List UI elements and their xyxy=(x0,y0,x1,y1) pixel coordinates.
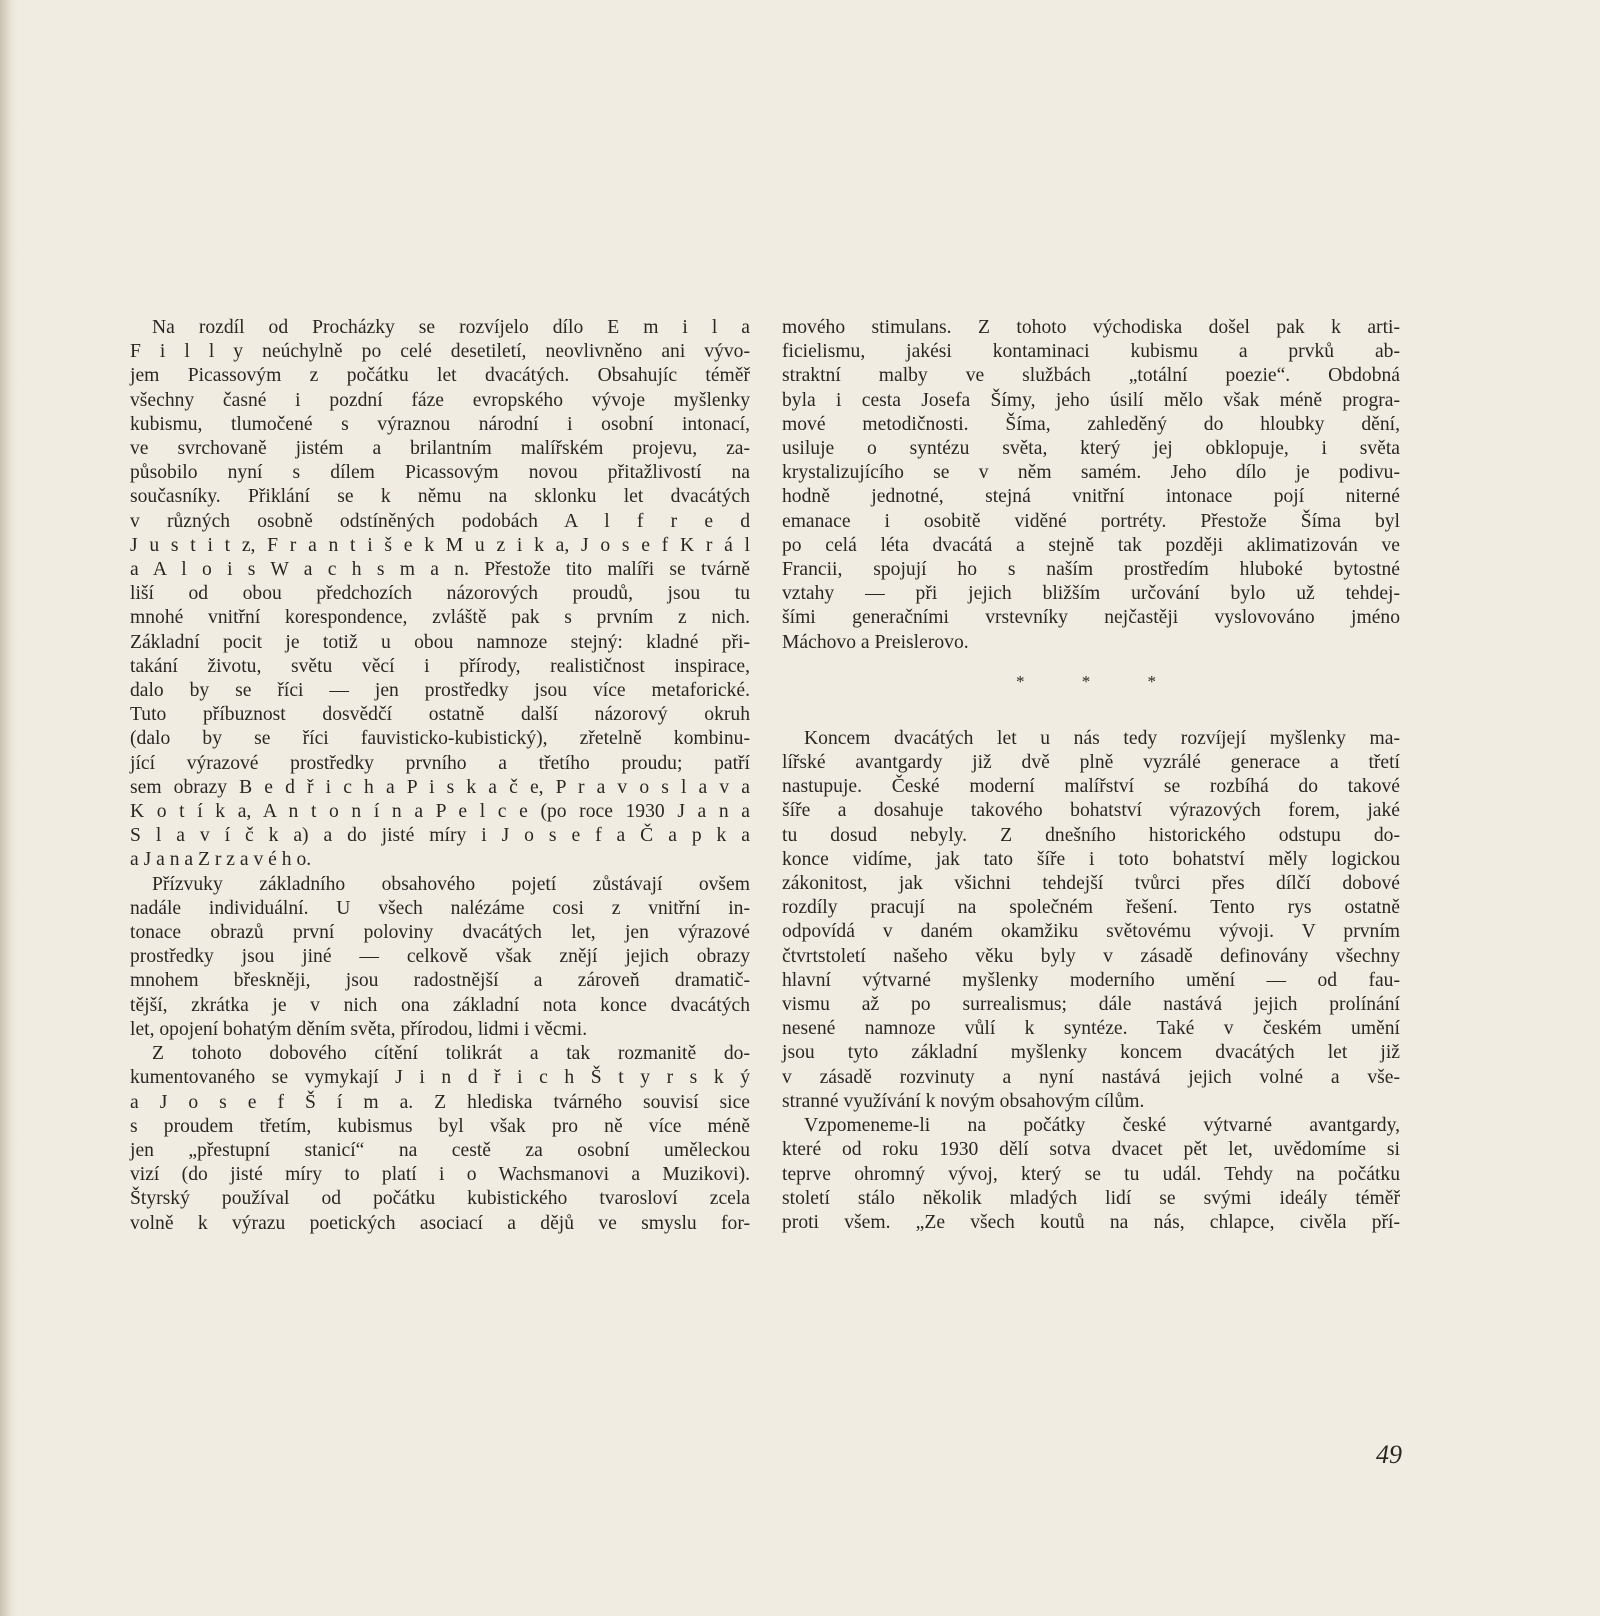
right-text-column xyxy=(782,316,1400,1235)
text-line: šíře a dosahuje takového bohatství výrazových forem, jaké xyxy=(782,800,1400,822)
text-line: dalo by se říci — jen prostředky jsou více metaforické. xyxy=(130,680,750,702)
left-text-column xyxy=(130,316,750,1236)
text-line: Francii, spojují ho s naším prostředím hluboké bytostné xyxy=(782,559,1400,581)
text-line: Přízvuky základního obsahového pojetí zůstávají ovšem xyxy=(152,873,750,895)
text-line: kubismu, tlumočené s výraznou národní i osobní intonací, xyxy=(130,413,750,435)
text-line: mového stimulans. Z tohoto východiska došel pak k arti- xyxy=(782,317,1400,338)
text-line: krystalizujícího se v něm samém. Jeho dílo je podivu- xyxy=(782,462,1400,484)
text-line: F i l l y neúchylně po celé desetiletí, neovlivněno ani vývo- xyxy=(130,341,750,363)
text-line: a A l o i s W a c h s m a n. Přestože tito malíři se tvárně xyxy=(130,559,750,581)
text-line: a J a n a Z r z a v é h o. xyxy=(130,849,312,871)
text-line: straktní malby ve službách „totální poezie“. Obdobná xyxy=(782,365,1400,387)
separator-star: * xyxy=(1081,672,1091,691)
text-line: zákonitost, jak všichni tehdejší tvůrci přes dílčí dobové xyxy=(782,873,1400,895)
page-number: 49 xyxy=(1376,1440,1402,1469)
text-line: působilo nyní s dílem Picassovým novou přitažlivostí na xyxy=(130,462,750,484)
section-separator xyxy=(1016,672,1156,692)
text-line: emanace i osobitě viděné portréty. Přestože Šíma byl xyxy=(782,510,1400,532)
text-line: všechny časné i pozdní fáze evropského vývoje myšlenky xyxy=(130,389,750,411)
text-line: nadále individuální. U všech nalézáme cosi z vnitřní in- xyxy=(130,897,750,919)
text-line: kumentovaného se vymykají J i n d ř i c h Š t y r s k ý xyxy=(130,1067,750,1089)
text-line: sem obrazy B e d ř i c h a P i s k a č e, P r a v o s l a v a xyxy=(130,776,750,798)
right-column-top-text xyxy=(782,316,1400,655)
text-line: v zásadě rozvinuty a nyní nastává jejich volné a vše- xyxy=(782,1066,1400,1088)
text-line: jen „přestupní stanicí“ na cestě za osobní uměleckou xyxy=(130,1139,750,1161)
text-line: s proudem třetím, kubismus byl však pro ně více méně xyxy=(130,1115,750,1137)
text-line: nastupuje. České moderní malířství se rozbíhá do takové xyxy=(782,776,1400,798)
text-line: liší od obou předchozích názorových proudů, jsou tu xyxy=(130,583,750,605)
text-line: současníky. Přiklání se k němu na sklonku let dvacátých xyxy=(130,486,750,508)
text-line: hodně jednotné, stejná vnitřní intonace pojí niterné xyxy=(782,486,1400,508)
text-line: S l a v í č k a) a do jisté míry i J o s e f a Č a p k a xyxy=(130,825,750,847)
text-line: Máchovo a Preislerovo. xyxy=(782,631,969,653)
text-line: ficielismu, jakési kontaminaci kubismu a prvků ab- xyxy=(782,341,1400,363)
text-line: K o t í k a, A n t o n í n a P e l c e (po roce 1930 J a n a xyxy=(130,801,750,823)
text-line: konce vidíme, jak tato šíře i toto bohatství měly logickou xyxy=(782,848,1400,870)
text-line: odpovídá v daném okamžiku světovému vývoji. V prvním xyxy=(782,921,1400,943)
text-line: usiluje o syntézu světa, který jej obklopuje, i světa xyxy=(782,438,1400,460)
text-line: hlavní výtvarné myšlenky moderního umění — od fau- xyxy=(782,969,1400,991)
text-line: Základní pocit je totiž u obou namnoze stejný: kladné při- xyxy=(130,631,750,653)
text-line: let, opojení bohatým děním světa, přírodou, lidmi i věcmi. xyxy=(130,1018,588,1040)
text-line: jsou tyto základní myšlenky koncem dvacátých let již xyxy=(782,1042,1400,1064)
text-line: takání životu, světu věcí i přírody, realističnost inspirace, xyxy=(130,655,750,677)
text-line: mnohem břeskněji, jsou radostnější a zároveň dramatič- xyxy=(130,970,750,992)
text-line: proti všem. „Ze všech koutů na nás, chlapce, civěla pří- xyxy=(782,1211,1400,1233)
text-line: v různých osobně odstíněných podobách A l f r e d xyxy=(130,510,750,532)
text-line: (dalo by se říci fauvisticko-kubistický), zřetelně kombinu- xyxy=(130,728,750,750)
text-line: vztahy — při jejich bližším určování bylo už tehdej- xyxy=(782,583,1400,605)
text-line: tější, zkrátka je v nich ona základní nota konce dvacátých xyxy=(130,994,750,1016)
text-line: tu dosud nebyly. Z dnešního historického odstupu do- xyxy=(782,824,1400,846)
text-line: vismu až po surrealismus; dále nastává jejich prolínání xyxy=(782,994,1400,1016)
text-line: Vzpomeneme-li na počátky české výtvarné avantgardy, xyxy=(804,1115,1400,1137)
text-line: lířské avantgardy již dvě plně vyzrálé generace a třetí xyxy=(782,752,1400,774)
separator-star: * xyxy=(1147,672,1156,691)
text-line: Štyrský používal od počátku kubistického tvarosloví zcela xyxy=(130,1188,750,1210)
text-line: čtvrtstoletí našeho věku byly v zásadě definovány všechny xyxy=(782,945,1400,967)
text-line: ve svrchovaně jistém a brilantním malířském projevu, za- xyxy=(130,438,750,460)
text-line: rozdíly pracují na společném řešení. Tento rys ostatně xyxy=(782,897,1400,919)
text-line: byla i cesta Josefa Šímy, jeho úsilí mělo však méně progra- xyxy=(782,389,1400,411)
text-line: století stálo několik mladých lidí se svými ideály téměř xyxy=(782,1187,1400,1209)
text-line: Koncem dvacátých let u nás tedy rozvíjejí myšlenky ma- xyxy=(804,727,1400,749)
text-line: Z tohoto dobového cítění tolikrát a tak rozmanitě do- xyxy=(152,1043,750,1065)
text-line: jem Picassovým z počátku let dvacátých. Obsahujíc téměř xyxy=(130,365,750,387)
text-line: jící výrazové prostředky prvního a třetího proudu; patří xyxy=(130,752,750,774)
text-line: teprve ohromný vývoj, který se tu udál. Tehdy na počátku xyxy=(782,1163,1400,1185)
text-line: které od roku 1930 dělí sotva dvacet pět let, uvědomíme si xyxy=(782,1139,1400,1161)
text-line: vizí (do jisté míry to platí i o Wachsmanovi a Muzikovi). xyxy=(130,1164,750,1186)
text-line: Na rozdíl od Procházky se rozvíjelo dílo E m i l a xyxy=(152,317,750,338)
text-line: a J o s e f Š í m a. Z hlediska tvárného souvisí sice xyxy=(130,1091,750,1113)
page-gutter-shadow xyxy=(0,0,18,1616)
text-line: tonace obrazů první poloviny dvacátých let, jen výrazové xyxy=(130,922,750,944)
text-line: J u s t i t z, F r a n t i š e k M u z i k a, J o s e f K r á l xyxy=(130,534,750,556)
text-line: volně k výrazu poetických asociací a dějů ve smyslu for- xyxy=(130,1212,750,1234)
text-line: mové metodičnosti. Šíma, zahleděný do hloubky dění, xyxy=(782,413,1400,435)
text-line: stranné využívání k novým obsahovým cílům. xyxy=(782,1090,1145,1112)
separator-star: * xyxy=(1016,672,1025,691)
right-column-bottom-text xyxy=(782,727,1400,1235)
text-line: Tuto příbuznost dosvědčí ostatně další názorový okruh xyxy=(130,704,750,726)
text-line: mnohé vnitřní korespondence, zvláště pak s prvním z nich. xyxy=(130,607,750,629)
text-line: po celá léta dvacátá a stejně tak později aklimatizován ve xyxy=(782,534,1400,556)
text-line: prostředky jsou jiné — celkově však znějí jejich obrazy xyxy=(130,946,750,968)
text-line: šími generačními vrstevníky nejčastěji vyslovováno jméno xyxy=(782,607,1400,629)
text-line: nesené namnoze vůlí k syntéze. Také v českém umění xyxy=(782,1018,1400,1040)
